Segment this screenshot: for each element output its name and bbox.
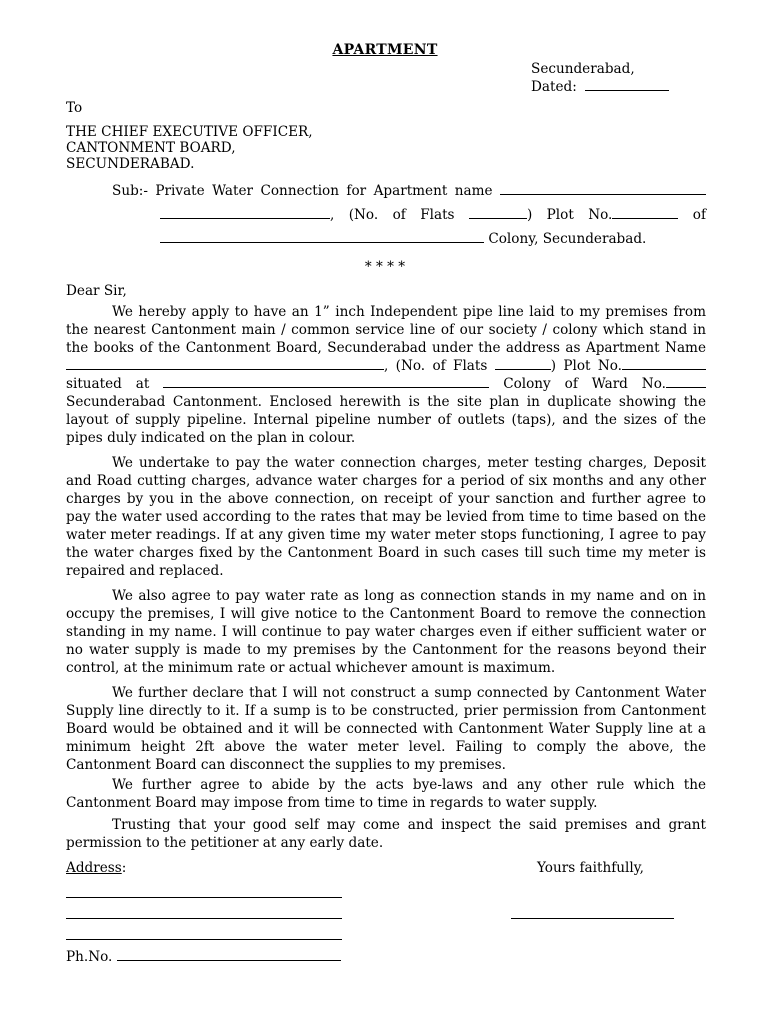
para3-line-2: occupy the premises, I will give notice to the Cantonment Board to remove the connection [66,606,706,622]
para6-line-1: Trusting that your good self may come and inspect the said premises and grant [112,817,706,833]
para4-line-2: Supply line directly to it. If a sump is to be constructed, prier permission from Cantonment [66,703,706,719]
para3-line-1: We also agree to pay water rate as long as connection stands in my name and on in [112,588,706,604]
date-field[interactable] [585,78,669,91]
address-row [66,859,126,877]
para1-line-6: Secunderabad Cantonment. Enclosed herewith is the site plan in duplicate showing the [66,394,706,410]
situated-at-field[interactable] [163,375,489,388]
para1-line-1: We hereby apply to have an 1” inch Independent pipe line laid to my premises from [112,304,706,320]
para2-line-7: repaired and replaced. [66,563,224,579]
address-line-1[interactable] [66,897,342,898]
para4-line-3: Board would be obtained and it will be connected with Cantonment Water Supply line at a [66,721,706,737]
para1-situated-label: situated at [66,376,150,392]
subject-text: Private Water Connection for Apartment name [155,183,493,199]
apartment-name-field-3[interactable] [66,357,384,370]
phone-number-field[interactable] [117,948,341,961]
para1-line-7: layout of supply pipeline. Internal pipeline number of outlets (taps), and the sizes of the [66,412,706,428]
apartment-name-field[interactable] [500,182,706,195]
recipient-line-2: CANTONMENT BOARD, [66,140,236,156]
para3-line-5: control, at the minimum rate or actual whichever amount is maximum. [66,660,556,676]
address-label: Address [66,860,122,876]
to-label: To [66,100,83,116]
subject-colony-label: Colony, Secunderabad. [488,231,647,247]
para1-line-4 [66,357,706,375]
phone-row [66,948,341,966]
document-title: APARTMENT [332,42,438,58]
para1-plot-label: ) Plot No. [550,358,622,374]
subject-line-3 [160,230,646,248]
dated-label: Dated: [531,79,577,95]
address-line-2[interactable] [66,918,342,919]
flats-count-field-2[interactable] [495,357,551,370]
ward-number-field[interactable] [666,375,706,388]
para1-line-2: the nearest Cantonment main / common service line of our society / colony which stand in [66,322,706,338]
plot-number-field-2[interactable] [622,357,706,370]
para2-line-1: We undertake to pay the water connection charges, meter testing charges, Deposit [112,455,706,471]
colony-field[interactable] [160,230,484,243]
para2-line-3: charges by you in the above connection, on receipt of your sanction and further agree to [66,491,706,507]
para2-line-6: the water charges fixed by the Cantonment Board in such cases till such time my meter is [66,545,706,561]
plot-number-field[interactable] [612,206,678,219]
flats-count-field[interactable] [469,206,527,219]
subject-plot-label: ) Plot No. [526,207,613,223]
subject-line-1 [112,182,706,200]
subject-of-label: of [692,207,706,223]
para1-flats-label: , (No. of Flats [384,358,488,374]
para1-line-3: the books of the Cantonment Board, Secunderabad under the address as Apartment Name [66,340,706,356]
apartment-name-field-2[interactable] [160,206,330,219]
para3-line-3: standing in my name. I will continue to pay water charges even if either sufficient water or [66,624,706,640]
address-line-3[interactable] [66,939,342,940]
para6-line-2: permission to the petitioner at any early date. [66,835,384,851]
para5-line-2: Cantonment Board may impose from time to time in regards to water supply. [66,795,598,811]
para2-line-5: water meter readings. If at any given time my water meter stops functioning, I agree to pay [66,527,706,543]
para5-line-1: We further agree to abide by the acts bye-laws and any other rule which the [112,777,706,793]
para4-line-4: minimum height 2ft above the water meter level. Failing to comply the above, the [66,739,706,755]
para2-line-2: and Road cutting charges, advance water charges for a period of six months and any other [66,473,706,489]
para2-line-4: pay the water used according to the rates that may be levied from time to time based on the [66,509,706,525]
para4-line-5: Cantonment Board can disconnect the supplies to my premises. [66,757,506,773]
para1-colony-ward-label: Colony of Ward No. [503,376,666,392]
dated-row [531,78,669,96]
closing: Yours faithfully, [537,860,644,876]
recipient-line-1: THE CHIEF EXECUTIVE OFFICER, [66,124,313,140]
address-colon: : [121,860,127,876]
subject-line-2 [160,206,706,224]
recipient-line-3: SECUNDERABAD. [66,156,195,172]
place-label: Secunderabad, [531,61,635,77]
para3-line-4: no water supply is made to my premises by the Cantonment for the reasons beyond their [66,642,706,658]
subject-prefix: Sub:- [112,183,148,199]
phone-label: Ph.No. [66,949,113,965]
salutation: Dear Sir, [66,283,127,299]
para4-line-1: We further declare that I will not construct a sump connected by Cantonment Water [112,685,706,701]
separator-stars: * * * * [364,259,406,275]
signature-line[interactable] [511,918,674,919]
para1-line-8: pipes duly indicated on the plan in colour. [66,430,356,446]
para1-line-5 [66,375,706,393]
subject-flats-label: , (No. of Flats [330,207,455,223]
